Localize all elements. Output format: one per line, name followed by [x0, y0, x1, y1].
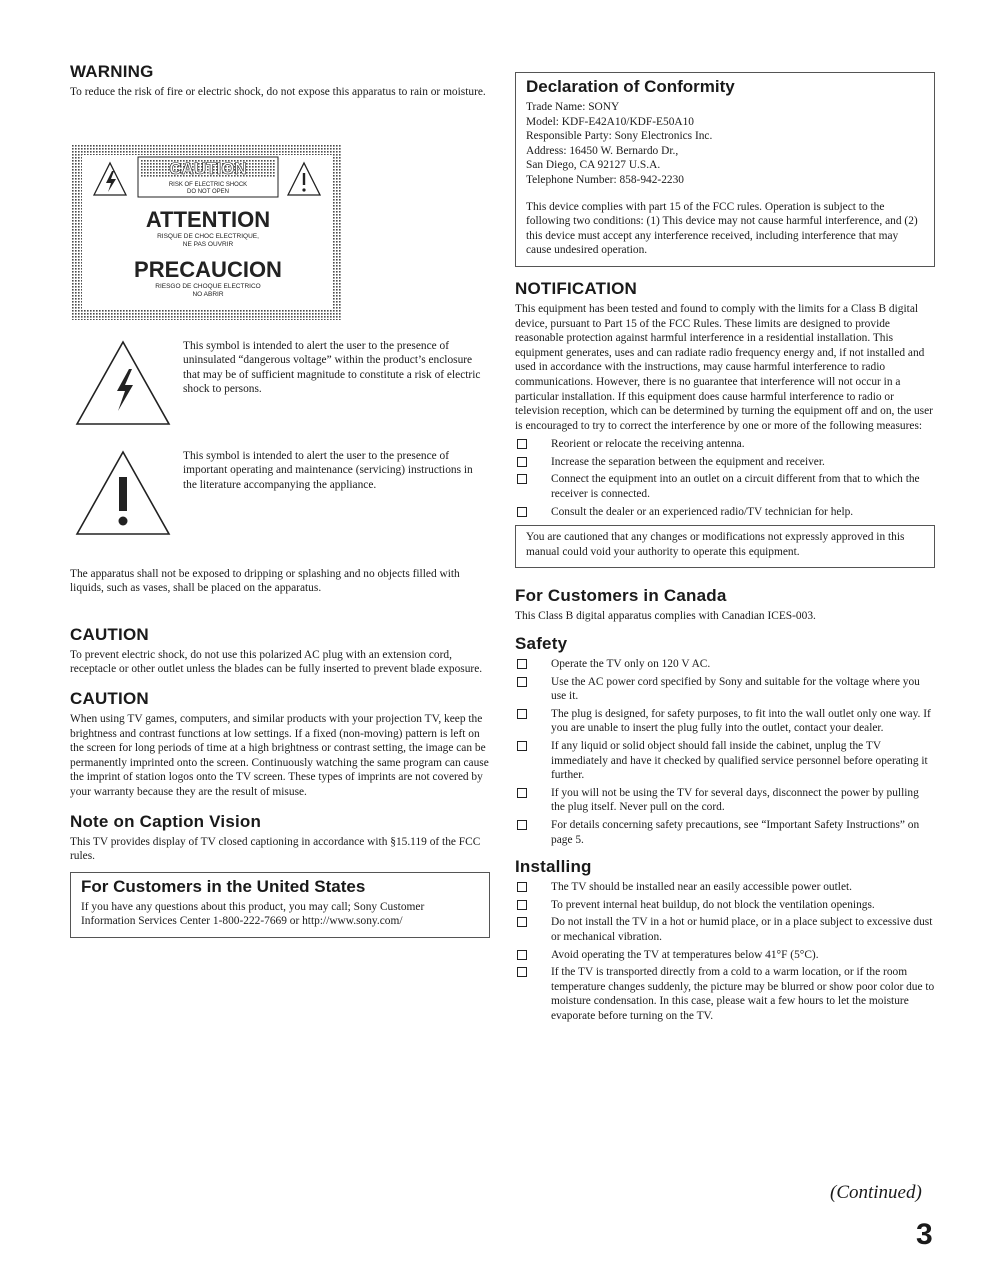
list-item: Use the AC power cord specified by Sony and suitable for the voltage where you use it.	[515, 675, 935, 704]
conformity-line: Address: 16450 W. Bernardo Dr.,	[526, 144, 679, 157]
right-column	[515, 72, 935, 1027]
checkbox-icon	[517, 659, 527, 669]
caution-label-image	[72, 100, 490, 339]
conformity-box	[515, 72, 935, 267]
notification-heading: NOTIFICATION	[515, 278, 638, 298]
precaucion-label-sub1: RIESGO DE CHOQUE ELECTRICO	[155, 282, 261, 290]
conformity-line: Responsible Party: Sony Electronics Inc.	[526, 130, 713, 143]
canada-text: This Class B digital apparatus complies with Canadian ICES-003.	[515, 610, 816, 623]
conformity-line: Model: KDF-E42A10/KDF-E50A10	[526, 115, 695, 128]
list-item: Operate the TV only on 120 V AC.	[515, 657, 935, 672]
apparatus-text: The apparatus shall not be exposed to dripping or splashing and no objects filled with liquids, such as vases, shall be placed on the apparatus.	[70, 567, 460, 595]
page-number: 3	[916, 1218, 933, 1251]
us-customers-text: If you have any questions about this product, you may call; Sony Customer Information Services Center 1-800-222-7669 or http://www.sony.com/	[81, 900, 425, 928]
list-item: The plug is designed, for safety purposes, to fit into the wall outlet only one way. If you are unable to insert the plug fully into the outlet, contact your dealer.	[515, 707, 935, 736]
conformity-line: Trade Name: SONY	[526, 101, 620, 113]
checkbox-icon	[517, 967, 527, 977]
list-item: Connect the equipment into an outlet on a circuit different from that to which the receiver is connected.	[515, 472, 935, 501]
warning-heading: WARNING	[70, 62, 154, 81]
caution1-text: To prevent electric shock, do not use this polarized AC plug with an extension cord, receptacle or other outlet unless the blades can be fully inserted to prevent blade exposure.	[70, 648, 483, 676]
left-column	[70, 62, 490, 938]
list-item: Increase the separation between the equipment and receiver.	[515, 455, 935, 470]
caution-label-graphic	[72, 145, 342, 320]
caution-label-title: CAUTION	[169, 158, 247, 178]
modification-text: You are cautioned that any changes or modifications not expressly approved in this manual could void your authority to operate this equipment.	[526, 531, 905, 558]
checkbox-icon	[517, 507, 527, 517]
list-item: If you will not be using the TV for several days, disconnect the power by pulling the plug itself. Never pull on the cord.	[515, 786, 935, 815]
safety-list	[515, 657, 935, 847]
installing-list	[515, 880, 935, 1023]
caption-vision-text: This TV provides display of TV closed captioning in accordance with §15.119 of the FCC rules.	[70, 835, 481, 863]
lightning-symbol-block	[70, 339, 490, 449]
checkbox-icon	[517, 950, 527, 960]
checkbox-icon	[517, 820, 527, 830]
list-item: Consult the dealer or an experienced radio/TV technician for help.	[515, 505, 935, 520]
warning-text: To reduce the risk of fire or electric shock, do not expose this apparatus to rain or moisture.	[70, 86, 486, 98]
checkbox-icon	[517, 474, 527, 484]
checkbox-icon	[517, 917, 527, 927]
caution-label-sub1: RISK OF ELECTRIC SHOCK	[168, 181, 248, 188]
conformity-heading: Declaration of Conformity	[526, 77, 735, 96]
list-item: If any liquid or solid object should fall inside the cabinet, unplug the TV immediately and have it checked by qualified service personnel before operating it further.	[515, 739, 935, 783]
list-item: Do not install the TV in a hot or humid place, or in a place subject to excessive dust or mechanical vibration.	[515, 915, 935, 944]
checkbox-icon	[517, 677, 527, 687]
list-item: Avoid operating the TV at temperatures below 41°F (5°C).	[515, 948, 935, 963]
list-item: If the TV is transported directly from a cold to a warm location, or if the room temperature changes suddenly, the picture may be blurred or show poor color due to moisture condensation. In this case, please wait a few hours to let the moisture evaporate before turning on the TV.	[515, 965, 935, 1023]
continued-label: (Continued)	[830, 1182, 922, 1203]
attention-label-sub2: NE PAS OUVRIR	[182, 240, 234, 248]
list-item: To prevent internal heat buildup, do not block the ventilation openings.	[515, 898, 935, 913]
checkbox-icon	[517, 788, 527, 798]
precaucion-label-title: PRECAUCION	[134, 256, 282, 282]
attention-label-sub1: RISQUE DE CHOC ELECTRIQUE,	[157, 232, 259, 240]
list-item: For details concerning safety precautions, see “Important Safety Instructions” on page 5.	[515, 818, 935, 847]
caution2-heading: CAUTION	[70, 688, 149, 708]
conformity-line: San Diego, CA 92127 U.S.A.	[526, 159, 661, 172]
caution2-text: When using TV games, computers, and similar products with your projection TV, keep the brightness and contrast functions at low settings. If a fixed (non-moving) pattern is left on the screen for long periods of time at a high brightness or contrast setting, the image can be permanently imprinted onto the screen. Continuously watching the same program can cause the imprint of station logos onto the TV screen. These types of imprints are not covered by your warranty because they are the result of misuse.	[70, 712, 489, 798]
notification-text: This equipment has been tested and found to comply with the limits for a Class B digital device, pursuant to Part 15 of the FCC Rules. These limits are designed to provide reasonable protection against harmful interference in a residential installation. This equipment generates, uses and can radiate radio frequency energy and, if not installed and used in accordance with the instructions, may cause harmful interference to radio communications. However, there is no guarantee that interference will not occur in a particular installation. If this equipment does cause harmful interference to radio or television reception, which can be determined by turning the equipment off and on, the user is encouraged to try to correct the interference by one or more of the following measures:	[515, 302, 933, 432]
conformity-text: This device complies with part 15 of the FCC rules. Operation is subject to the following two conditions: (1) This device may not cause harmful interference, and (2) this device must accept any interference received, including interference that may cause undesired operation.	[526, 200, 918, 257]
caption-vision-heading: Note on Caption Vision	[70, 811, 262, 831]
checkbox-icon	[517, 439, 527, 449]
notification-list	[515, 437, 935, 519]
us-customers-box	[70, 872, 490, 938]
checkbox-icon	[517, 900, 527, 910]
exclamation-symbol-text: This symbol is intended to alert the user to the presence of important operating and maintenance (servicing) instructions in the literature accompanying the appliance.	[183, 449, 473, 491]
lightning-symbol-text: This symbol is intended to alert the user to the presence of uninsulated “dangerous voltage” within the product’s enclosure that may be of sufficient magnitude to constitute a risk of electric shock to persons.	[183, 339, 481, 396]
canada-heading: For Customers in Canada	[515, 586, 727, 606]
checkbox-icon	[517, 741, 527, 751]
checkbox-icon	[517, 709, 527, 719]
list-item: The TV should be installed near an easily accessible power outlet.	[515, 880, 935, 895]
attention-label-title: ATTENTION	[145, 206, 271, 232]
us-customers-heading: For Customers in the United States	[81, 876, 366, 896]
precaucion-label-sub2: NO ABRIR	[192, 290, 224, 298]
exclamation-symbol-block	[70, 449, 490, 567]
list-item: Reorient or relocate the receiving antenna.	[515, 437, 935, 452]
conformity-line: Telephone Number: 858-942-2230	[526, 173, 684, 186]
modification-box	[515, 525, 935, 568]
caution1-heading: CAUTION	[70, 624, 149, 644]
exclamation-warning-icon	[74, 449, 172, 537]
checkbox-icon	[517, 882, 527, 892]
checkbox-icon	[517, 457, 527, 467]
safety-heading: Safety	[515, 634, 568, 654]
caution-label-sub2: DO NOT OPEN	[187, 188, 229, 195]
lightning-warning-icon	[74, 339, 172, 427]
installing-heading: Installing	[515, 857, 592, 877]
